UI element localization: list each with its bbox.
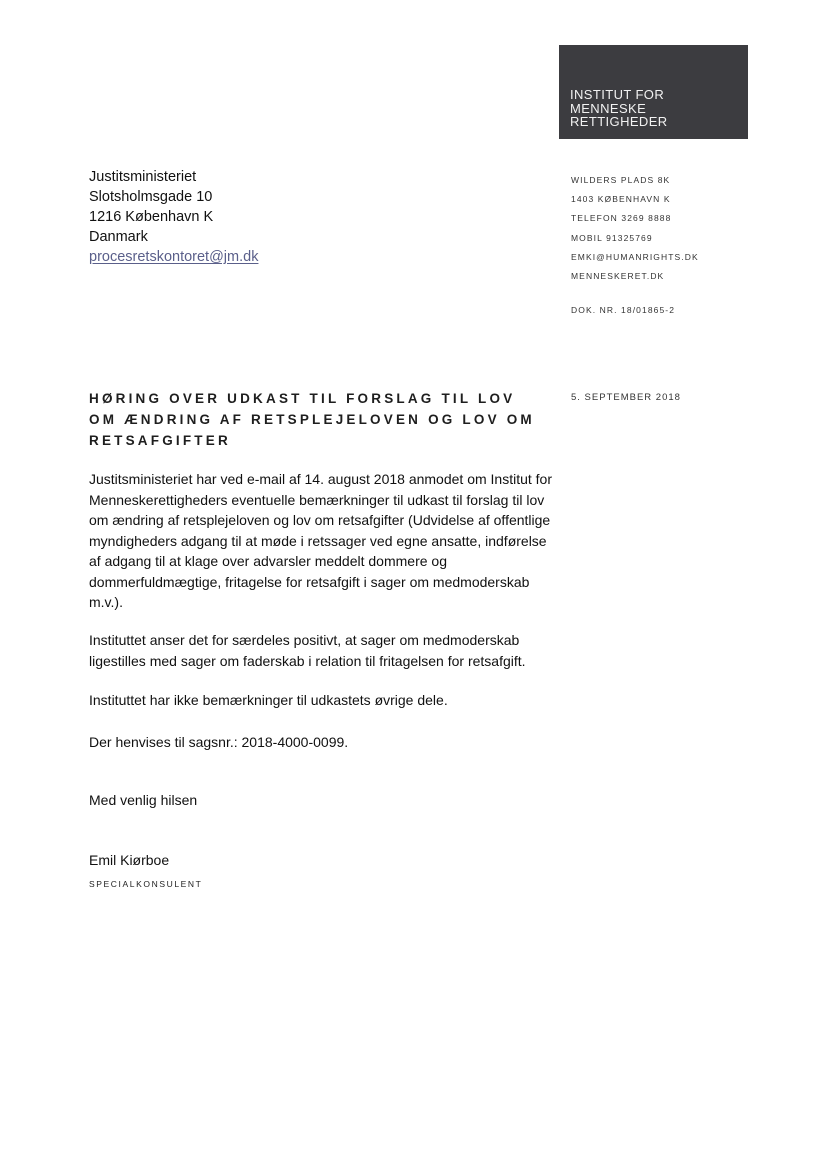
institute-logo [559, 45, 748, 139]
body-paragraph-2: Instituttet anser det for særdeles positivt, at sager om medmoderskab ligestilles med sager om faderskab i relation til fritagelsen for retsafgift. [89, 632, 526, 669]
sender-phone: TELEFON 3269 8888 [571, 213, 672, 224]
sender-contact-block [571, 171, 699, 286]
recipient-street: Slotsholmsgade 10 [89, 189, 213, 205]
recipient-city: 1216 København K [89, 209, 214, 225]
sender-email: EMKI@HUMANRIGHTS.DK [571, 251, 699, 262]
sender-mobile: MOBIL 91325769 [571, 232, 653, 243]
sender-address-line-1: WILDERS PLADS 8K [571, 175, 671, 185]
letter-date: 5. SEPTEMBER 2018 [571, 392, 681, 403]
signature-name: Emil Kiørboe [89, 852, 170, 868]
recipient-country: Danmark [89, 229, 148, 245]
logo-line-3: RETTIGHEDER [570, 114, 668, 129]
body-paragraph-4: Der henvises til sagsnr.: 2018-4000-0099. [89, 734, 349, 750]
body-paragraph-1: Justitsministeriet har ved e-mail af 14. august 2018 anmodet om Institut for Menneskerettigheders eventuelle bemærkninger til udkast til forslag til lov om ændring af retsplejeloven og lov om retsafgifter (Udvidelse af offentlige myndigheders adgang til at møde i retssager ved egne ansatte, indførelse af adgang til at klage over advarsler meddelt dommere og dommerfuldmægtige, fritagelse for retsafgift i sager om medmoderskab m.v.). [89, 471, 553, 610]
logo-line-1: INSTITUT FOR [570, 87, 665, 102]
document-number: DOK. NR. 18/01865-2 [571, 305, 676, 315]
recipient-address [89, 167, 258, 267]
sender-website: MENNESKERET.DK [571, 271, 665, 282]
recipient-email-link[interactable]: procesretskontoret@jm.dk [89, 249, 259, 265]
recipient-name: Justitsministeriet [89, 169, 197, 185]
letter-title: HØRING OVER UDKAST TIL FORSLAG TIL LOV OM ÆNDRING AF RETSPLEJELOVEN OG LOV OM RETSAFGIFTER [89, 391, 535, 448]
sender-address-line-2: 1403 KØBENHAVN K [571, 194, 671, 205]
closing-phrase: Med venlig hilsen [89, 792, 198, 808]
signature-title: SPECIALKONSULENT [89, 879, 203, 889]
logo-line-2: MENNESKE [570, 100, 647, 116]
body-paragraph-3: Instituttet har ikke bemærkninger til udkastets øvrige dele. [89, 692, 448, 708]
